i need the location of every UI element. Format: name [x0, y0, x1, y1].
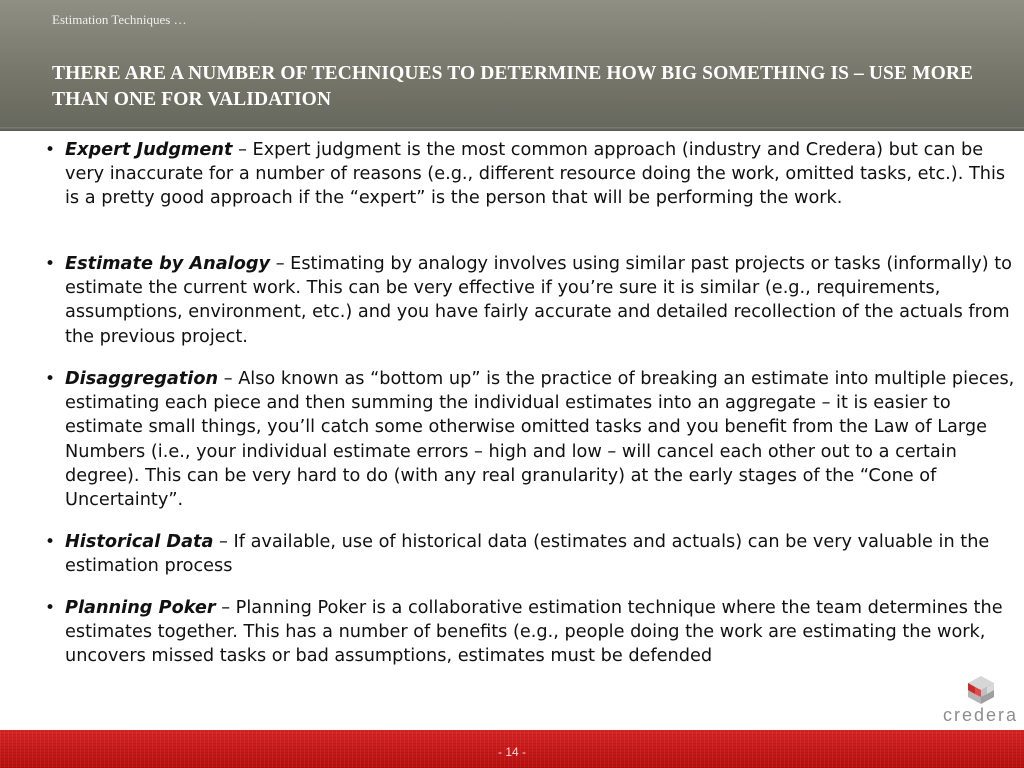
- credera-logo: [943, 674, 1023, 724]
- bullet-item-disaggregation: [45, 367, 1015, 512]
- slide-footer: [0, 730, 1024, 768]
- bullet-term: Planning Poker: [65, 598, 216, 618]
- bullet-item-planning-poker: [45, 596, 1015, 669]
- bullet-dot-icon: •: [45, 369, 56, 389]
- credera-logo-text: credera: [943, 705, 1019, 725]
- bullet-term: Estimate by Analogy: [65, 254, 271, 274]
- bullet-dot-icon: •: [45, 254, 56, 274]
- bullet-term: Historical Data: [65, 532, 214, 552]
- bullet-dot-icon: •: [45, 598, 56, 618]
- bullet-item-expert-judgment: [45, 138, 1015, 211]
- page-number: - 14 -: [497, 745, 526, 759]
- bullet-text: – Expert judgment is the most common approach (industry and Credera) but can be very inaccurate for a number of reasons (e.g., different resource doing the work, omitted tasks, etc.). This is a pretty good approach if the “expert” is the person that will be performing the work.: [65, 140, 1006, 209]
- bullet-list: [0, 136, 1024, 701]
- bullet-text: – If available, use of historical data (estimates and actuals) can be very valuable in the estimation process: [65, 532, 990, 577]
- slide-header: [0, 0, 1024, 131]
- bullet-item-estimate-by-analogy: [45, 252, 1015, 349]
- bullet-text: – Planning Poker is a collaborative estimation technique where the team determines the estimates together. This has a number of benefits (e.g., people doing the work are estimating the work, uncovers missed tasks or bad assumptions, estimates must be defended: [65, 598, 1003, 667]
- bullet-dot-icon: •: [45, 140, 56, 160]
- bullet-term: Expert Judgment: [65, 140, 233, 160]
- slide-title: THERE ARE A NUMBER OF TECHNIQUES TO DETERMINE HOW BIG SOMETHING IS – USE MORE THAN ONE FOR VALIDATION: [52, 63, 974, 110]
- bullet-item-historical-data: [45, 530, 1015, 578]
- bullet-text: – Estimating by analogy involves using similar past projects or tasks (informally) to estimate the current work. This can be very effective if you’re sure it is similar (e.g., requirements, assumptions, environment, etc.) and you have fairly accurate and detailed recollection of the actuals from the previous project.: [65, 254, 1013, 347]
- bullet-dot-icon: •: [45, 532, 56, 552]
- bullet-term: Disaggregation: [65, 369, 219, 389]
- breadcrumb: Estimation Techniques …: [52, 12, 187, 27]
- bullet-text: – Also known as “bottom up” is the practice of breaking an estimate into multiple pieces, estimating each piece and then summing the individual estimates into an aggregate – it is easier to estimate small things, you’ll catch some otherwise omitted tasks and you benefit from the Law of Large Numbers (i.e., your individual estimate errors – high and low – will cancel each other out to a certain degree). This can be very hard to do (with any real granularity) at the early stages of the “Cone of Uncertainty”.: [65, 369, 1015, 511]
- credera-cube-logo-icon: [963, 674, 999, 706]
